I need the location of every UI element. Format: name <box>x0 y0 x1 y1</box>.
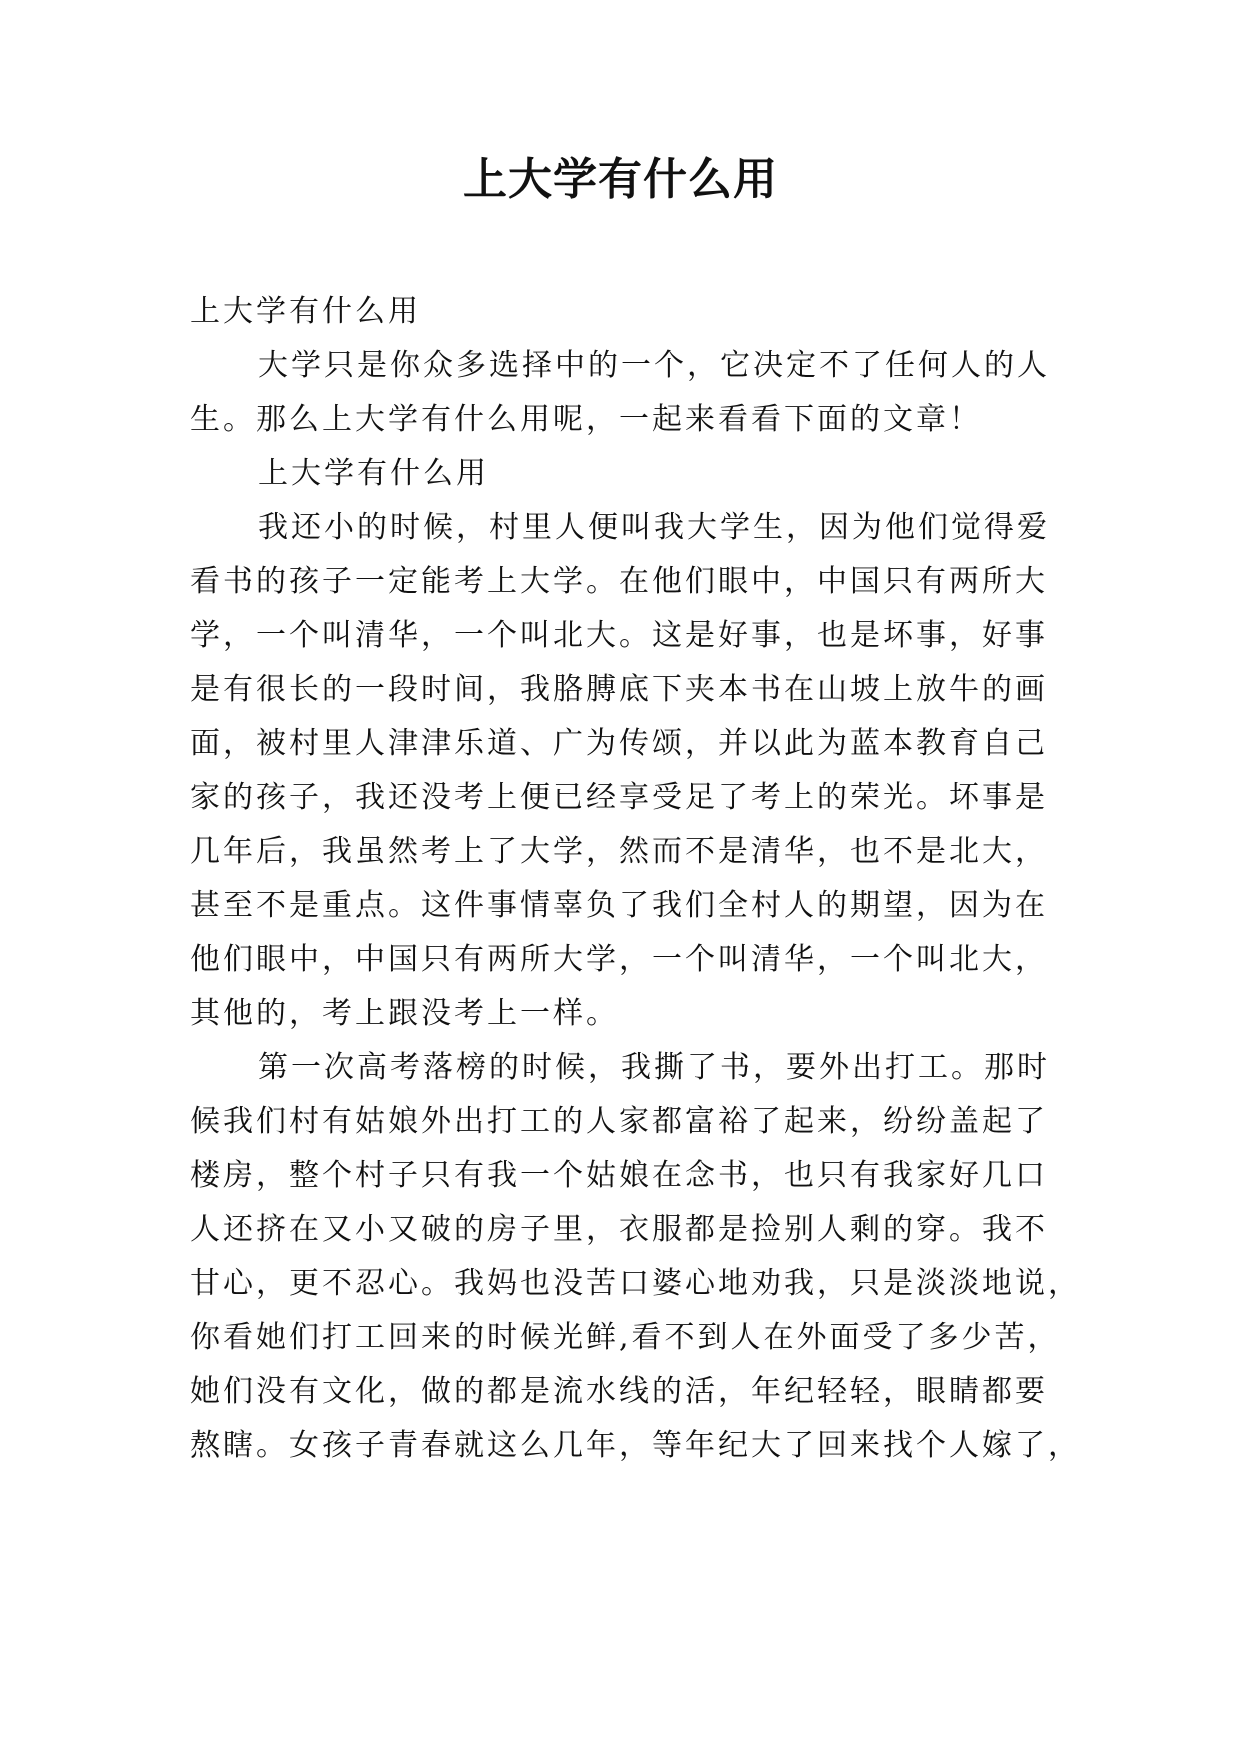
text-line: 面，被村里人津津乐道、广为传颂，并以此为蓝本教育自己 <box>190 726 1048 761</box>
text-line: 人还挤在又小又破的房子里，衣服都是捡别人剩的穿。我不 <box>190 1212 1048 1247</box>
text-line: 家的孩子，我还没考上便已经享受足了考上的荣光。坏事是 <box>190 780 1048 815</box>
text-line: 是有很长的一段时间，我胳膊底下夹本书在山坡上放牛的画 <box>190 672 1048 707</box>
text-line: 几年后，我虽然考上了大学，然而不是清华，也不是北大， <box>190 834 1048 869</box>
text-line: 学，一个叫清华，一个叫北大。这是好事，也是坏事，好事 <box>190 618 1048 653</box>
text-line: 甘心，更不忍心。我妈也没苦口婆心地劝我，只是淡淡地说， <box>190 1266 1081 1301</box>
text-line: 楼房，整个村子只有我一个姑娘在念书，也只有我家好几口 <box>190 1158 1048 1193</box>
text-line: 候我们村有姑娘外出打工的人家都富裕了起来，纷纷盖起了 <box>190 1104 1048 1139</box>
text-line: 熬瞎。女孩子青春就这么几年，等年纪大了回来找个人嫁了， <box>190 1428 1081 1463</box>
document-body <box>190 285 1081 1473</box>
text-line: 你看她们打工回来的时候光鲜,看不到人在外面受了多少苦， <box>190 1320 1061 1355</box>
text-line: 第一次高考落榜的时候，我撕了书，要外出打工。那时 <box>258 1050 1050 1085</box>
text-line: 生。那么上大学有什么用呢，一起来看看下面的文章！ <box>190 402 982 437</box>
text-line: 她们没有文化，做的都是流水线的活，年纪轻轻，眼睛都要 <box>190 1374 1048 1409</box>
text-line: 上大学有什么用 <box>258 456 489 491</box>
text-line: 其他的，考上跟没考上一样。 <box>190 996 619 1031</box>
text-line: 我还小的时候，村里人便叫我大学生，因为他们觉得爱 <box>258 510 1050 545</box>
text-line: 上大学有什么用 <box>190 294 421 329</box>
text-line: 看书的孩子一定能考上大学。在他们眼中，中国只有两所大 <box>190 564 1048 599</box>
document-title: 上大学有什么用 <box>463 154 778 205</box>
text-line: 甚至不是重点。这件事情辜负了我们全村人的期望，因为在 <box>190 888 1048 923</box>
text-line: 他们眼中，中国只有两所大学，一个叫清华，一个叫北大， <box>190 942 1048 977</box>
text-line: 大学只是你众多选择中的一个，它决定不了任何人的人 <box>258 348 1050 383</box>
